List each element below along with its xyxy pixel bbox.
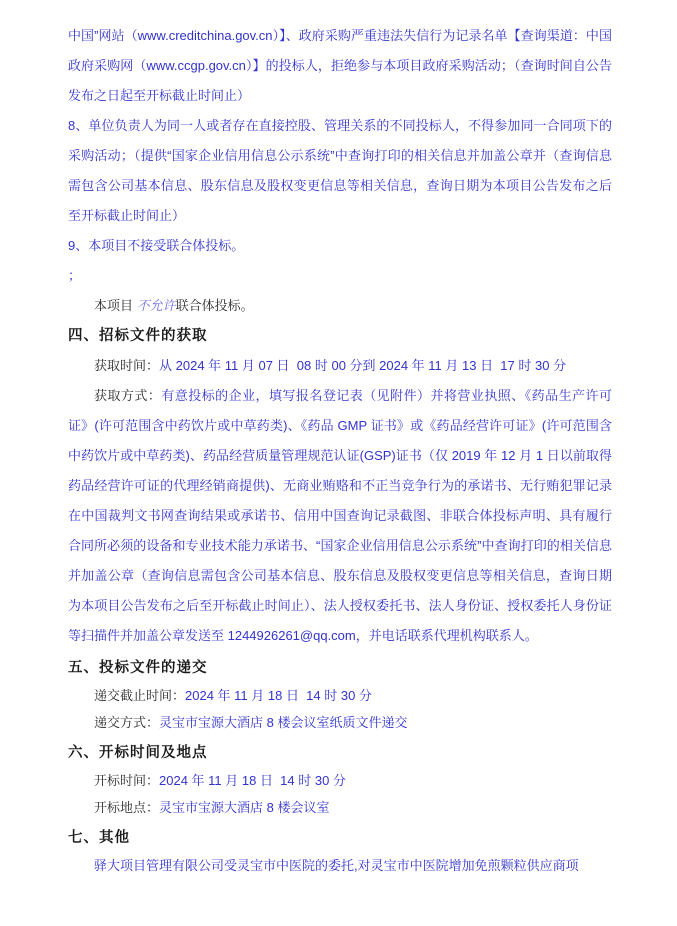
submission-deadline-label: 递交截止时间： [94,688,186,703]
opening-time-label: 开标时间： [94,773,160,788]
closing-sections [68,655,612,879]
no-consortium-emphasis: 不允许 [136,298,176,313]
obtain-time-line [68,351,612,381]
no-consortium-suffix: 联合体投标。 [175,298,254,313]
submission-method-line [68,709,612,736]
section-7-heading: 七、其他 [68,830,130,846]
obtain-time-value: 从 2024 年 11 月 07 日 08 时 00 分到 2024 年 11 月 13 日 17 时 30 分 [159,358,567,373]
submission-method-label: 递交方式： [94,715,160,730]
submission-deadline-value: 2024 年 11 月 18 日 14 时 30 分 [185,688,372,703]
opening-place-line [68,794,612,821]
section-4-heading: 四、招标文件的获取 [68,328,208,344]
no-consortium-prefix: 本项目 [94,298,137,313]
section-7-paragraph: 驿大项目管理有限公司受灵宝市中医院的委托,对灵宝市中医院增加免煎颗粒供应商项 [94,858,579,873]
opening-time-line [68,767,612,794]
opening-place-label: 开标地点： [94,800,160,815]
obtain-method-label: 获取方式： [94,388,162,403]
opening-time-value: 2024 年 11 月 18 日 14 时 30 分 [159,773,346,788]
obtain-method-paragraph [68,381,612,651]
paragraph-item-8: 8、单位负责人为同一人或者存在直接控股、管理关系的不同投标人，不得参加同一合同项下的采购活动；（提供“国家企业信用信息公示系统”中查询打印的相关信息并加盖公章并（查询信息需包含公司基本信息、股东信息及股权变更信息等相关信息，查询日期为本项目公告发布之后至开标截止时间止） [68,118,612,223]
submission-deadline-line [68,682,612,709]
submission-method-value: 灵宝市宝源大酒店 8 楼会议室纸质文件递交 [159,715,408,730]
paragraph-lone-semicolon: ； [68,268,82,283]
paragraph-creditchina-continuation: 中国”网站（www.creditchina.gov.cn）】、政府采购严重违法失信行为记录名单【查询渠道：中国政府采购网（www.ccgp.gov.cn）】的投标人，拒绝参与本项目政府采购活动；（查询时间自公告发布之日起至开标截止时间止） [68,28,612,103]
opening-place-value: 灵宝市宝源大酒店 8 楼会议室 [159,800,330,815]
obtain-method-value: 有意投标的企业，填写报名登记表（见附件）并将营业执照、《药品生产许可证》(许可范围含中药饮片或中草药类)、《药品 GMP 证书》或《药品经营许可证》(许可范围含中药饮片或中草药类)、药品经营质量管理规范认证(GSP)证书（仅 2019 年 12 月 1 日以前取得药品经营许可证的代理经销商提供)、无商业贿赂和不正当竞争行为的承诺书、无行贿犯罪记录在中国裁判文书网查询结果或承诺书、信用中国查询记录截图、非联合体投标声明、具有履行合同所必须的设备和专业技术能力承诺书、“国家企业信用信息公示系统”中查询打印的相关信息并加盖公章（查询信息需包含公司基本信息、股东信息及股权变更信息等相关信息，查询日期为本项目公告发布之后至开标截止时间止）、法人授权委托书、法人身份证、授权委托人身份证等扫描件并加盖公章发送至 1244926261@qq.com，并电话联系代理机构联系人。 [68,388,612,643]
obtain-time-label: 获取时间： [94,358,160,373]
section-5-heading: 五、投标文件的递交 [68,660,208,676]
paragraph-item-9: 9、本项目不接受联合体投标。 [68,238,245,253]
paragraph-no-consortium [68,291,612,321]
section-6-heading: 六、开标时间及地点 [68,745,208,761]
